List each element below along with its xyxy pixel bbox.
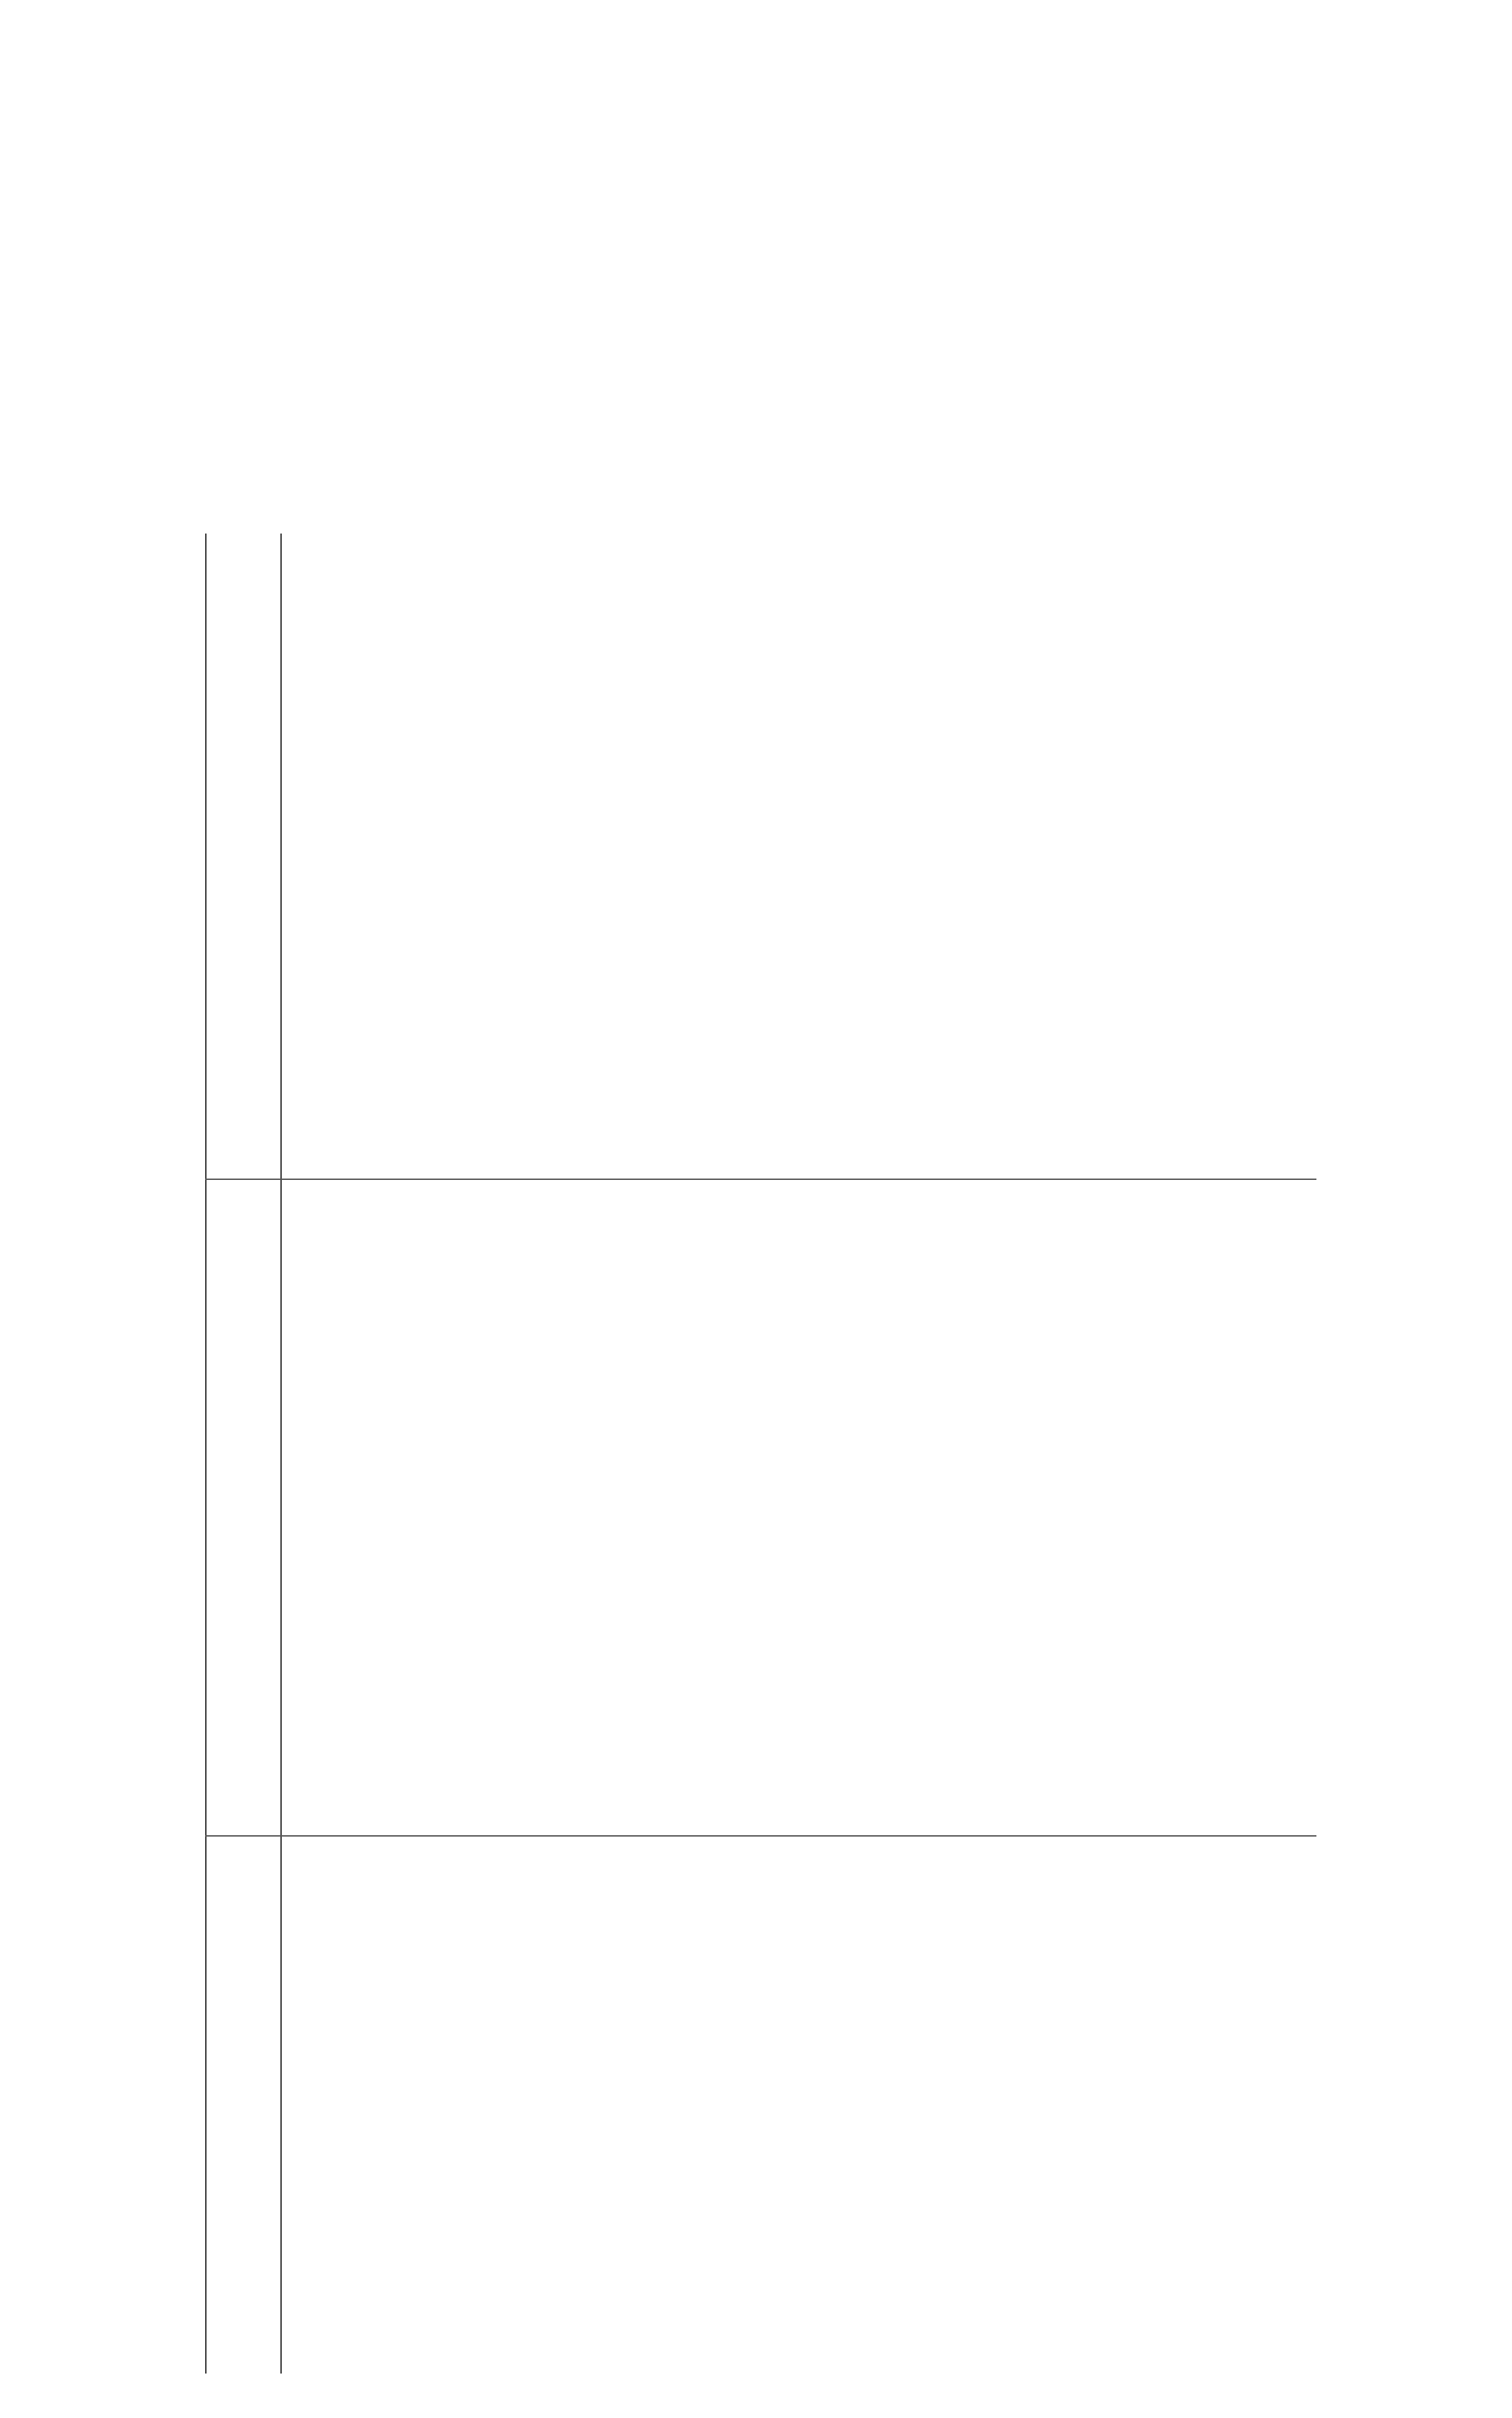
column-divider [205, 1179, 1316, 1180]
header-rule [280, 534, 282, 2374]
top-rule [205, 534, 207, 2374]
table-title [144, 534, 198, 2374]
column-divider [205, 1835, 1316, 1837]
rotated-table-page [144, 534, 1320, 2374]
